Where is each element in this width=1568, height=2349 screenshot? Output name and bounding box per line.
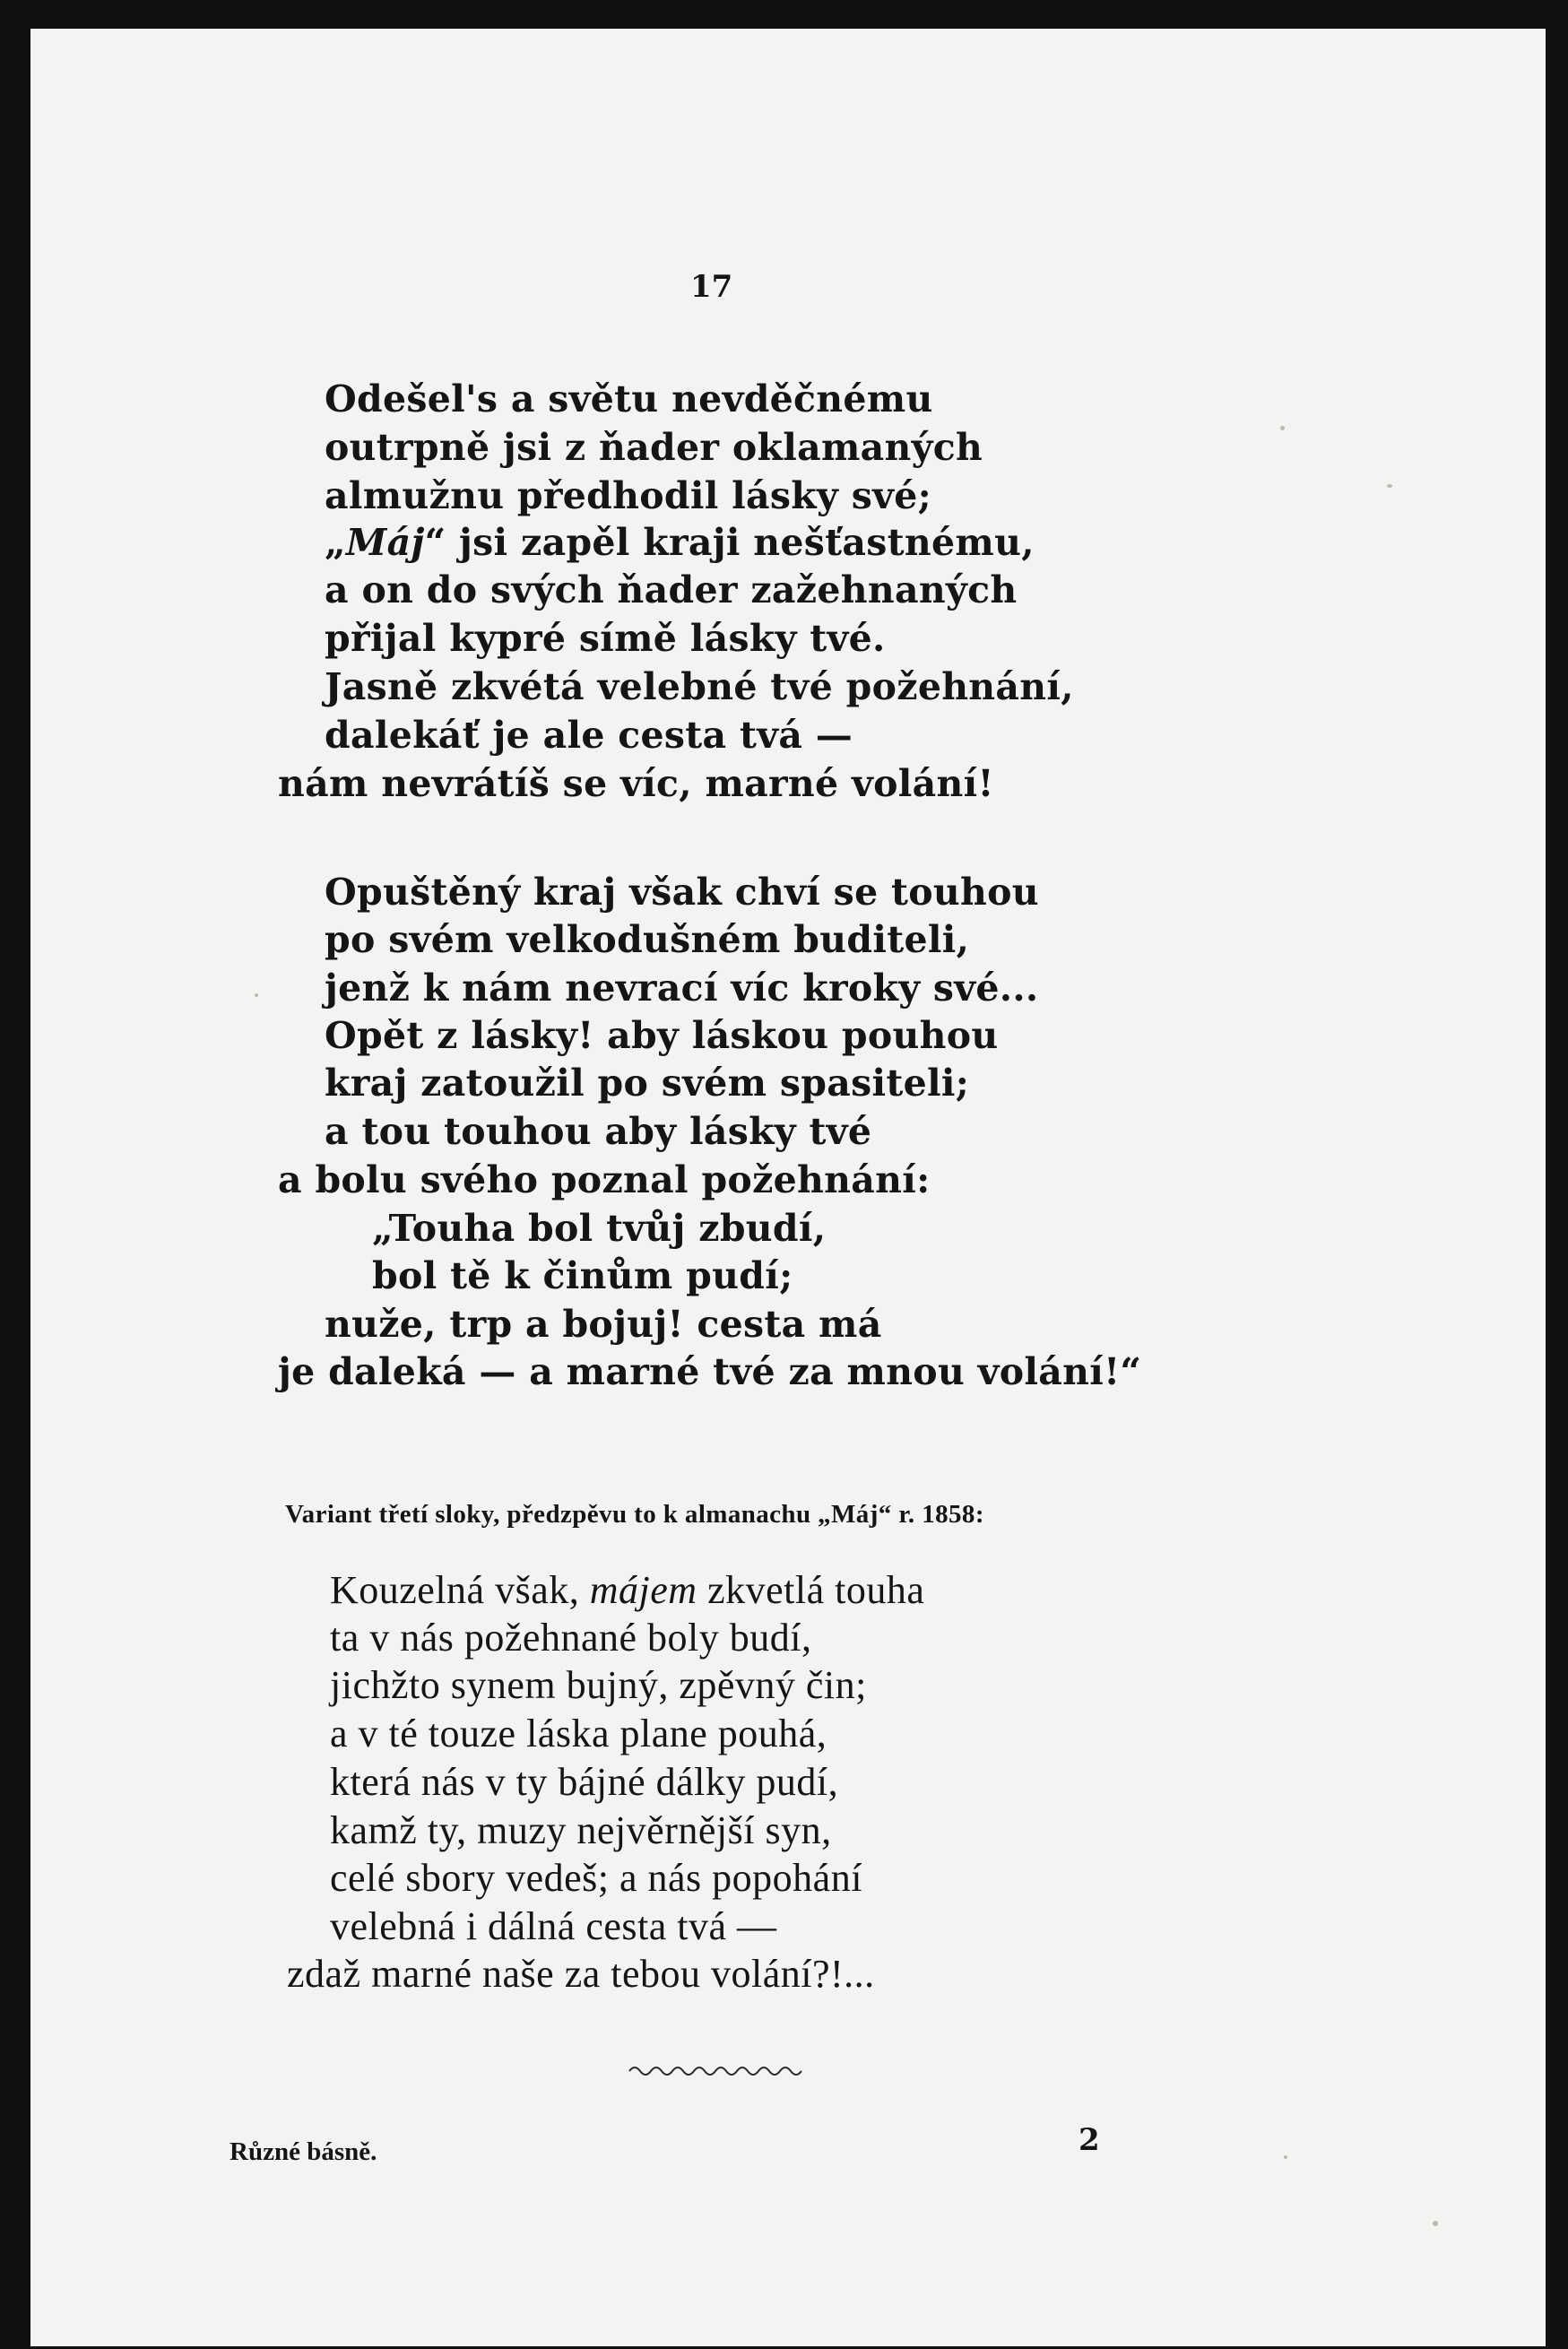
poem-line [325,521,1035,564]
book-page [30,29,1546,2346]
poem-line: přijal kypré símě lásky tvé. [325,617,886,660]
poem-line: nám nevrátíš se víc, marné volání! [278,762,994,805]
poem-line: Odešel's a světu nevděčnému [325,377,933,420]
paper-speck [1387,484,1392,488]
poem-line: a bolu svého poznal požehnání: [278,1158,931,1201]
poem-line: Jasně zkvétá velebné tvé požehnání, [325,665,1074,708]
poem-line: kamž ty, muzy nejvěrnější syn, [330,1808,832,1852]
line-text-post: zkvetlá touha [697,1568,925,1612]
page-number: 17 [690,269,733,305]
poem-line [330,1567,924,1613]
poem-line: ta v nás požehnané boly budí, [330,1616,812,1660]
poem-line: po svém velkodušném buditeli, [325,918,970,961]
poem-line: jichžto synem bujný, zpěvný čin; [330,1663,867,1707]
paper-speck [1284,2155,1287,2159]
poem-line: a v té touze láska plane pouhá, [330,1712,827,1755]
poem-line: almužnu předhodil lásky své; [325,474,932,517]
poem-line: celé sbory vedeš; a nás popohání [330,1856,862,1900]
italic-title: Máj [345,521,425,564]
poem-line: Opuštěný kraj však chví se touhou [325,871,1039,914]
poem-line: jenž k nám nevrací víc kroky své... [325,966,1039,1010]
paper-speck [1433,2221,1438,2226]
poem-line: outrpně jsi z ňader oklamaných [325,426,983,469]
italic-title: májem [589,1568,697,1612]
ornamental-divider [628,2062,811,2080]
poem-line: nuže, trp a bojuj! cesta má [325,1303,882,1346]
poem-line: bol tě k činům pudí; [372,1254,793,1297]
paper-speck [255,993,258,997]
poem-line: je daleká — a marné tvé za mnou volání!“ [278,1350,1142,1393]
poem-line: Opět z lásky! aby láskou pouhou [325,1014,999,1057]
poem-line: a on do svých ňader zažehnaných [325,568,1018,611]
footer-title: Různé básně. [230,2137,377,2166]
poem-line: „Touha bol tvůj zbudí, [372,1207,827,1250]
variant-note: Variant třetí sloky, předzpěvu to k almanachu „Máj“ r. 1858: [285,1500,984,1529]
poem-line: kraj zatoužil po svém spasiteli; [325,1062,970,1105]
poem-line: a tou touhou aby lásky tvé [325,1110,872,1153]
poem-line: dalekáť je ale cesta tvá — [325,714,853,757]
line-text-pre: Kouzelná však, [330,1568,590,1612]
poem-line: velebná i dálná cesta tvá — [330,1904,777,1948]
poem-line: která nás v ty bájné dálky pudí, [330,1760,839,1804]
poem-line: zdaž marné naše za tebou volání?!... [287,1952,875,1996]
line-text-post: “ jsi zapěl kraji nešťastnému, [424,521,1035,564]
paper-speck [1280,426,1285,430]
signature-mark: 2 [1079,2122,1100,2158]
line-text-pre: „ [325,521,346,564]
